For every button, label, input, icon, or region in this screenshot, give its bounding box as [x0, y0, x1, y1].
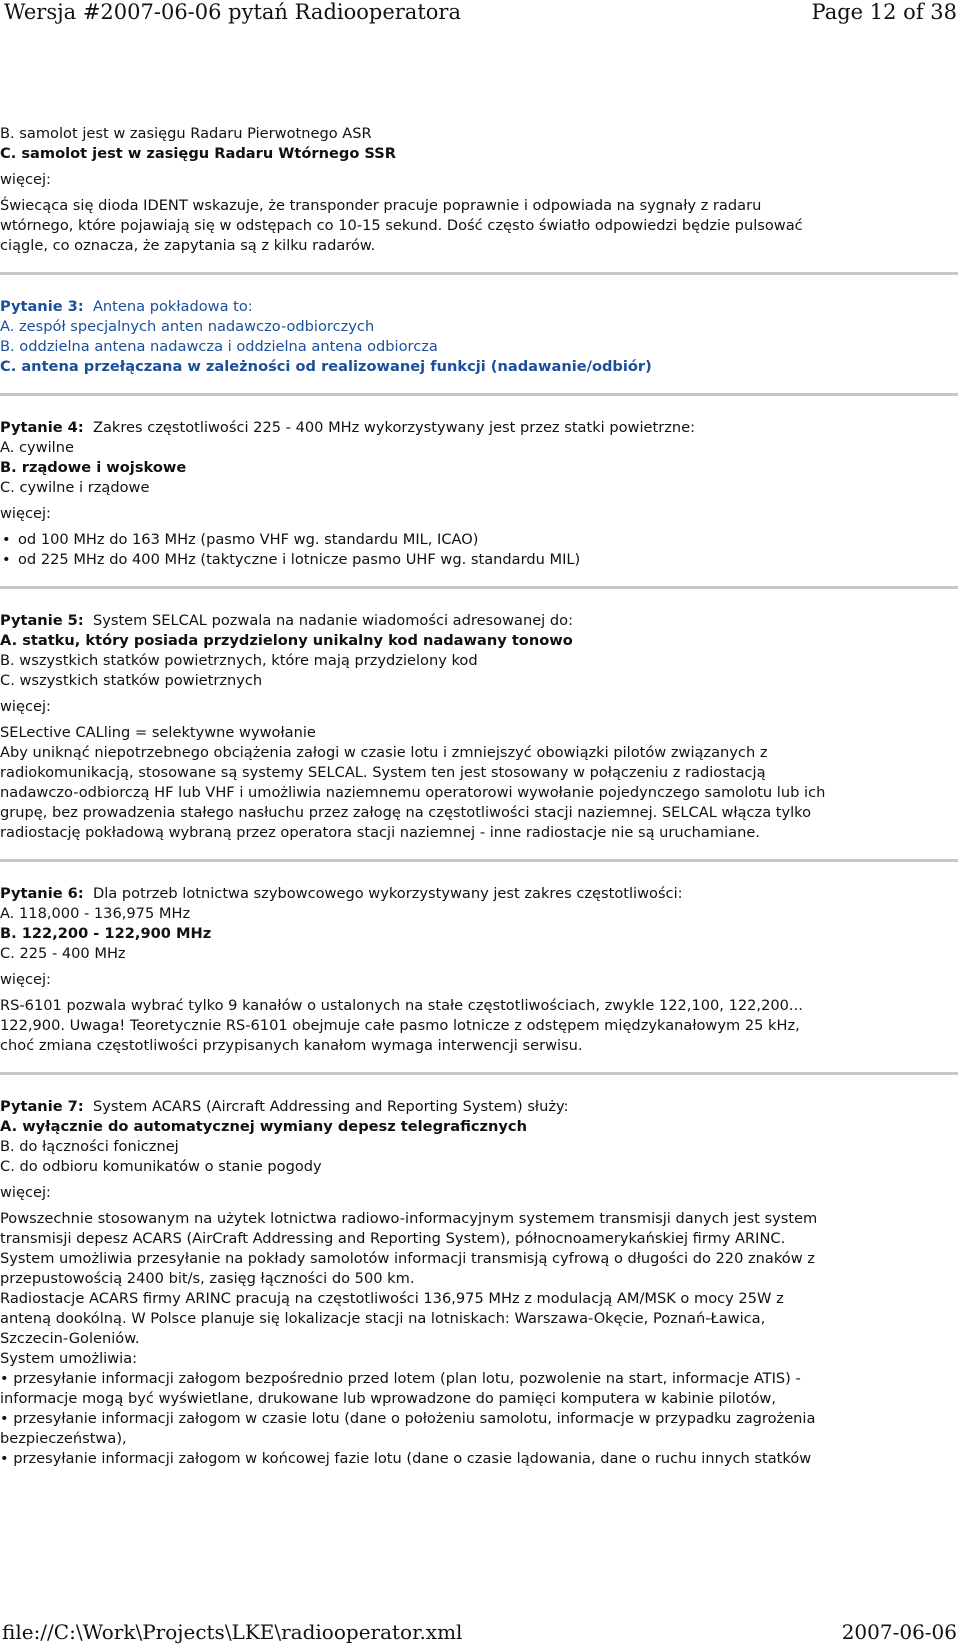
explanation-line: przepustowością 2400 bit/s, zasięg łączności do 500 km.	[0, 1270, 415, 1287]
answer-a: A. zespół specjalnych anten nadawczo-odbiorczych	[0, 318, 375, 335]
explanation-line: bezpieczeństwa),	[0, 1430, 127, 1447]
explanation-line: • przesyłanie informacji załogom w czasie lotu (dane o położeniu samolotu, informacje w przypadku zagrożenia	[0, 1410, 816, 1427]
question-7	[0, 1097, 940, 1469]
question-5	[0, 611, 940, 843]
more-label: więcej:	[0, 1184, 51, 1201]
page-footer	[0, 1620, 960, 1650]
explanation-line: ciągle, co oznacza, że zapytania są z kilku radarów.	[0, 237, 376, 254]
question-text: System ACARS (Aircraft Addressing and Reporting System) służy:	[92, 1098, 569, 1115]
answer-c: C. 225 - 400 MHz	[0, 945, 126, 962]
question-label: Pytanie 5:	[0, 612, 84, 629]
question-divider	[0, 859, 958, 862]
explanation-line: RS-6101 pozwala wybrać tylko 9 kanałów o ustalonych na stałe częstotliwościach, zwykle 122,100, 122,200...	[0, 997, 803, 1014]
question-divider	[0, 393, 958, 396]
answer-b: B. do łączności fonicznej	[0, 1138, 179, 1155]
document-title: Wersja #2007-06-06 pytań Radiooperatora	[4, 0, 461, 24]
explanation-line: Powszechnie stosowanym na użytek lotnictwa radiowo-informacyjnym systemem transmisji danych jest system	[0, 1210, 818, 1227]
question-label: Pytanie 3:	[0, 298, 84, 315]
page-number: Page 12 of 38	[811, 0, 957, 24]
answer-b: B. oddzielna antena nadawcza i oddzielna antena odbiorcza	[0, 338, 438, 355]
document-body	[0, 124, 940, 1469]
explanation-line: SELective CALling = selektywne wywołanie	[0, 724, 316, 741]
explanation-line: 122,900. Uwaga! Teoretycznie RS-6101 obejmuje całe pasmo lotnicze z odstępem międzykanałowym 25 kHz,	[0, 1017, 800, 1034]
answer-c: C. cywilne i rządowe	[0, 479, 150, 496]
explanation-line: radiostację pokładową wybraną przez operatora stacji naziemnej - inne radiostacje nie są uruchamiane.	[0, 824, 760, 841]
explanation-line: wtórnego, które pojawiają się w odstępach co 10-15 sekund. Dość często światło odpowiedzi będzie pulsować	[0, 217, 803, 234]
more-label: więcej:	[0, 971, 51, 988]
question-label: Pytanie 6:	[0, 885, 84, 902]
more-label: więcej:	[0, 698, 51, 715]
answer-b: B. wszystkich statków powietrznych, które mają przydzielony kod	[0, 652, 478, 669]
footer-date: 2007-06-06	[841, 1620, 957, 1644]
explanation-line: Aby uniknąć niepotrzebnego obciążenia załogi w czasie lotu i zmniejszyć obowiązki pilotów związanych z	[0, 744, 768, 761]
explanation-line: Radiostacje ACARS firmy ARINC pracują na częstotliwości 136,975 MHz z modulacją AM/MSK o mocy 25W z	[0, 1290, 784, 1307]
bullet-list	[0, 530, 940, 570]
file-path: file://C:\Work\Projects\LKE\radiooperator.xml	[2, 1620, 463, 1644]
question-divider	[0, 272, 958, 275]
page-header	[0, 0, 960, 34]
question-divider	[0, 586, 958, 589]
explanation-line: Szczecin-Goleniów.	[0, 1330, 140, 1347]
answer-c: C. wszystkich statków powietrznych	[0, 672, 263, 689]
answer-b: B. samolot jest w zasięgu Radaru Pierwotnego ASR	[0, 125, 372, 142]
answer-a: A. cywilne	[0, 439, 74, 456]
explanation-line: choć zmiana częstotliwości przypisanych kanałom wymaga interwencji serwisu.	[0, 1037, 583, 1054]
explanation-line: radiokomunikacją, stosowane są systemy SELCAL. System ten jest stosowany w połączeniu z radiostacją	[0, 764, 766, 781]
answer-a-correct: A. wyłącznie do automatycznej wymiany depesz telegraficznych	[0, 1118, 527, 1135]
more-label: więcej:	[0, 171, 51, 188]
list-item: • od 100 MHz do 163 MHz (pasmo VHF wg. standardu MIL, ICAO)	[0, 530, 940, 550]
answer-b-correct: B. rządowe i wojskowe	[0, 459, 187, 476]
explanation-line: anteną dookólną. W Polsce planuje się lokalizacje stacji na lotniskach: Warszawa-Okęcie, Poznań-Ławica,	[0, 1310, 766, 1327]
answer-a: A. 118,000 - 136,975 MHz	[0, 905, 191, 922]
question-text: Dla potrzeb lotnictwa szybowcowego wykorzystywany jest zakres częstotliwości:	[92, 885, 683, 902]
answer-c: C. do odbioru komunikatów o stanie pogody	[0, 1158, 322, 1175]
question-text: System SELCAL pozwala na nadanie wiadomości adresowanej do:	[92, 612, 573, 629]
question-text: Antena pokładowa to:	[92, 298, 253, 315]
question-4	[0, 418, 940, 570]
answer-c-correct: C. antena przełączana w zależności od realizowanej funkcji (nadawanie/odbiór)	[0, 358, 652, 375]
question-3	[0, 297, 940, 377]
explanation-line: grupę, bez prowadzenia stałego nasłuchu przez załogę na częstotliwości stacji naziemnej. SELCAL włącza tylko	[0, 804, 812, 821]
answer-c-correct: C. samolot jest w zasięgu Radaru Wtórnego SSR	[0, 145, 397, 162]
question-label: Pytanie 4:	[0, 419, 84, 436]
explanation-line: nadawczo-odbiorczą HF lub VHF i umożliwia naziemnemu operatorowi wywołanie pojedynczego samolotu lub ich	[0, 784, 826, 801]
answer-b-correct: B. 122,200 - 122,900 MHz	[0, 925, 212, 942]
more-label: więcej:	[0, 505, 51, 522]
explanation-line: System umożliwia przesyłanie na pokłady samolotów informacji transmisją cyfrową o długości do 220 znaków z	[0, 1250, 815, 1267]
question-text: Zakres częstotliwości 225 - 400 MHz wykorzystywany jest przez statki powietrzne:	[92, 419, 696, 436]
answer-a-correct: A. statku, który posiada przydzielony unikalny kod nadawany tonowo	[0, 632, 573, 649]
explanation-line: Świecąca się dioda IDENT wskazuje, że transponder pracuje poprawnie i odpowiada na sygnały z radaru	[0, 197, 762, 214]
question-divider	[0, 1072, 958, 1075]
question-2	[0, 124, 940, 256]
question-6	[0, 884, 940, 1056]
explanation-line: informacje mogą być wyświetlane, drukowane lub wprowadzone do pamięci komputera w kabinie pilotów,	[0, 1390, 776, 1407]
list-item: • od 225 MHz do 400 MHz (taktyczne i lotnicze pasmo UHF wg. standardu MIL)	[0, 550, 940, 570]
explanation-line: • przesyłanie informacji załogom bezpośrednio przed lotem (plan lotu, pozwolenie na start, informacje ATIS) -	[0, 1370, 801, 1387]
question-label: Pytanie 7:	[0, 1098, 84, 1115]
explanation-line: • przesyłanie informacji załogom w końcowej fazie lotu (dane o czasie lądowania, dane o ruchu innych statków	[0, 1450, 812, 1467]
explanation-line: transmisji depesz ACARS (AirCraft Addressing and Reporting System), północnoamerykańskiej firmy ARINC.	[0, 1230, 786, 1247]
explanation-line: System umożliwia:	[0, 1350, 138, 1367]
